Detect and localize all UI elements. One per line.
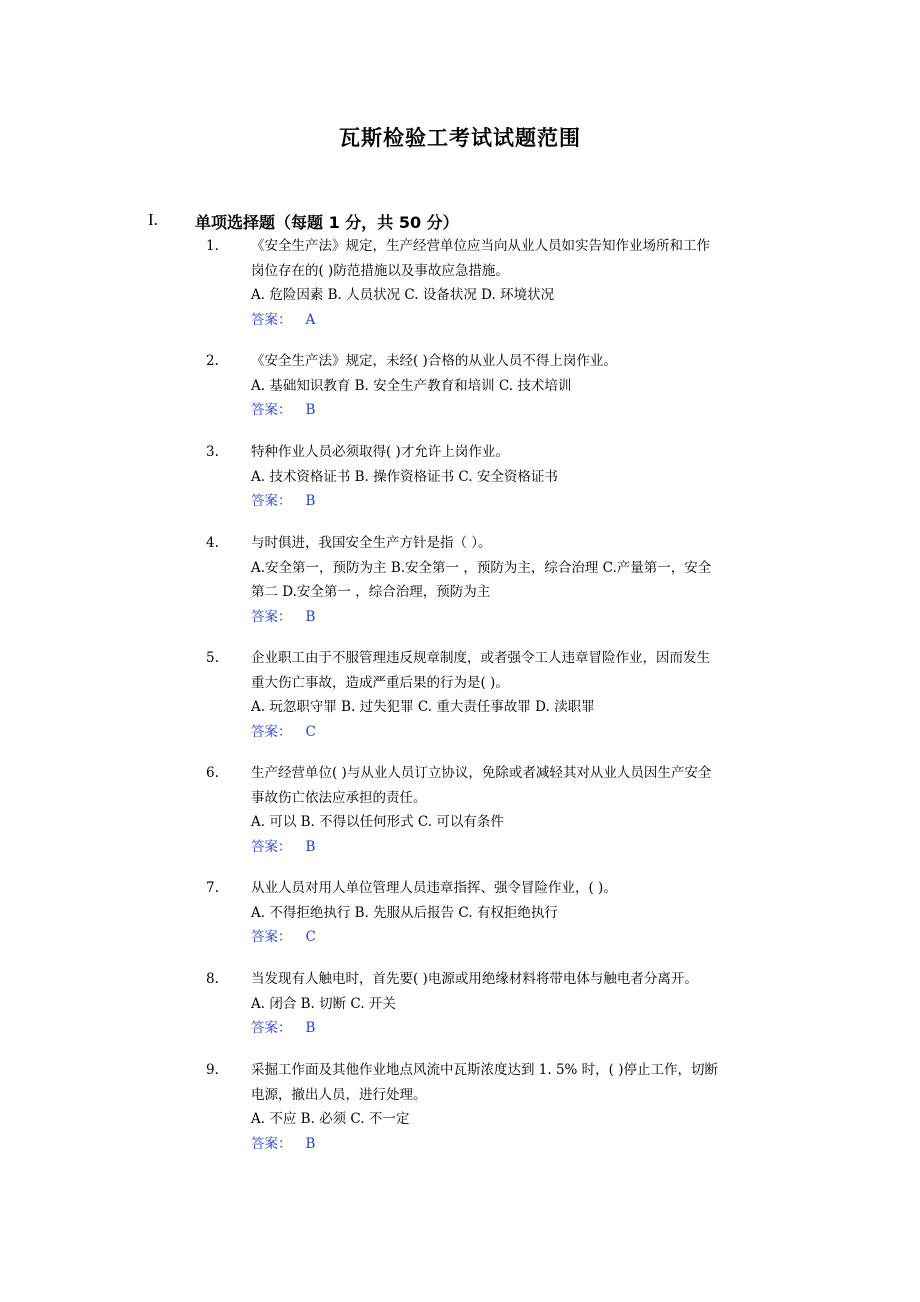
question-options: 第二 D.安全第一 ，综合治理，预防为主 xyxy=(251,584,491,600)
answer-label: 答案： xyxy=(251,838,292,855)
answer-line xyxy=(251,925,796,950)
question-options: A. 不得拒绝执行 B. 先服从后报告 C. 有权拒绝执行 xyxy=(251,904,558,921)
question-text: 与时俱进，我国安全生产方针是指（ ）。 xyxy=(251,535,492,551)
answer-line xyxy=(251,1132,796,1157)
question-text: 电源，撤出人员，进行处理。 xyxy=(251,1086,427,1103)
question-number: 4. xyxy=(206,535,219,551)
answer-value: C xyxy=(305,723,316,740)
question-number: 8. xyxy=(206,971,219,987)
answer-line xyxy=(251,398,796,423)
question-text: 当发现有人触电时，首先要( )电源或用绝缘材料将带电体与触电者分离开。 xyxy=(251,971,698,987)
answer-value: B xyxy=(305,608,316,625)
question-body xyxy=(251,876,796,950)
question-body xyxy=(251,761,796,859)
section-number: I. xyxy=(148,210,158,229)
section-title: 单项选择题（每题 1 分，共 50 分） xyxy=(195,213,459,232)
answer-line xyxy=(251,489,796,514)
question-text: 企业职工由于不服管理违反规章制度，或者强令工人违章冒险作业，因而发生 xyxy=(251,650,710,666)
question-text: 重大伤亡事故，造成严重后果的行为是( )。 xyxy=(251,674,509,691)
answer-line xyxy=(251,308,796,333)
document-title: 瓦斯检验工考试试题范围 xyxy=(339,126,581,150)
question-options: A. 可以 B. 不得以任何形式 C. 可以有条件 xyxy=(251,814,504,830)
question-number: 6. xyxy=(206,765,219,781)
answer-line xyxy=(251,605,796,630)
question-body xyxy=(251,531,796,629)
answer-value: C xyxy=(305,929,316,945)
question-number: 7. xyxy=(206,880,219,896)
question-body xyxy=(251,440,796,514)
question-body xyxy=(251,646,796,744)
answer-value: B xyxy=(305,493,316,509)
question-number: 5. xyxy=(206,650,219,666)
question-body xyxy=(251,967,796,1041)
answer-value: B xyxy=(305,838,316,855)
answer-label: 答案： xyxy=(251,402,292,418)
answer-label: 答案： xyxy=(251,493,292,509)
answer-value: B xyxy=(305,402,316,418)
answer-label: 答案： xyxy=(251,1020,292,1036)
question-body xyxy=(251,234,796,332)
question-number: 3. xyxy=(206,444,219,460)
answer-label: 答案： xyxy=(251,723,292,740)
question-text: 《安全生产法》规定，生产经营单位应当向从业人员如实告知作业场所和工作 xyxy=(251,238,710,254)
question-options: A. 不应 B. 必须 C. 不一定 xyxy=(251,1111,410,1127)
question-text: 岗位存在的( )防范措施以及事故应急措施。 xyxy=(251,262,509,279)
question-options: A.安全第一，预防为主 B.安全第一 ，预防为主，综合治理 C.产量第一，安全 xyxy=(251,559,712,576)
question-body xyxy=(251,1058,796,1156)
question-text: 《安全生产法》规定，未经( )合格的从业人员不得上岗作业。 xyxy=(251,353,617,369)
answer-label: 答案： xyxy=(251,1135,292,1152)
question-text: 特种作业人员必须取得( )才允许上岗作业。 xyxy=(251,444,509,460)
answer-label: 答案： xyxy=(251,311,292,328)
answer-label: 答案： xyxy=(251,608,292,625)
answer-line xyxy=(251,720,796,745)
answer-value: A xyxy=(305,311,316,328)
question-options: A. 玩忽职守罪 B. 过失犯罪 C. 重大责任事故罪 D. 渎职罪 xyxy=(251,699,595,715)
question-text: 采掘工作面及其他作业地点风流中瓦斯浓度达到 1. 5% 时，( )停止工作，切断 xyxy=(251,1062,718,1078)
question-text: 从业人员对用人单位管理人员违章指挥、强令冒险作业，( )。 xyxy=(251,880,617,896)
answer-value: B xyxy=(305,1135,316,1152)
answer-line xyxy=(251,835,796,860)
question-body xyxy=(251,349,796,423)
question-options: A. 技术资格证书 B. 操作资格证书 C. 安全资格证书 xyxy=(251,468,558,485)
question-text: 事故伤亡依法应承担的责任。 xyxy=(251,789,427,806)
question-number: 2. xyxy=(206,353,219,369)
question-options: A. 危险因素 B. 人员状况 C. 设备状况 D. 环境状况 xyxy=(251,287,555,303)
answer-label: 答案： xyxy=(251,929,292,945)
question-options: A. 基础知识教育 B. 安全生产教育和培训 C. 技术培训 xyxy=(251,377,572,394)
answer-value: B xyxy=(305,1020,316,1036)
question-options: A. 闭合 B. 切断 C. 开关 xyxy=(251,995,396,1012)
question-text: 生产经营单位( )与从业人员订立协议，免除或者减轻其对从业人员因生产安全 xyxy=(251,765,712,781)
question-number: 9. xyxy=(206,1062,219,1078)
question-number: 1. xyxy=(206,238,219,254)
answer-line xyxy=(251,1016,796,1041)
